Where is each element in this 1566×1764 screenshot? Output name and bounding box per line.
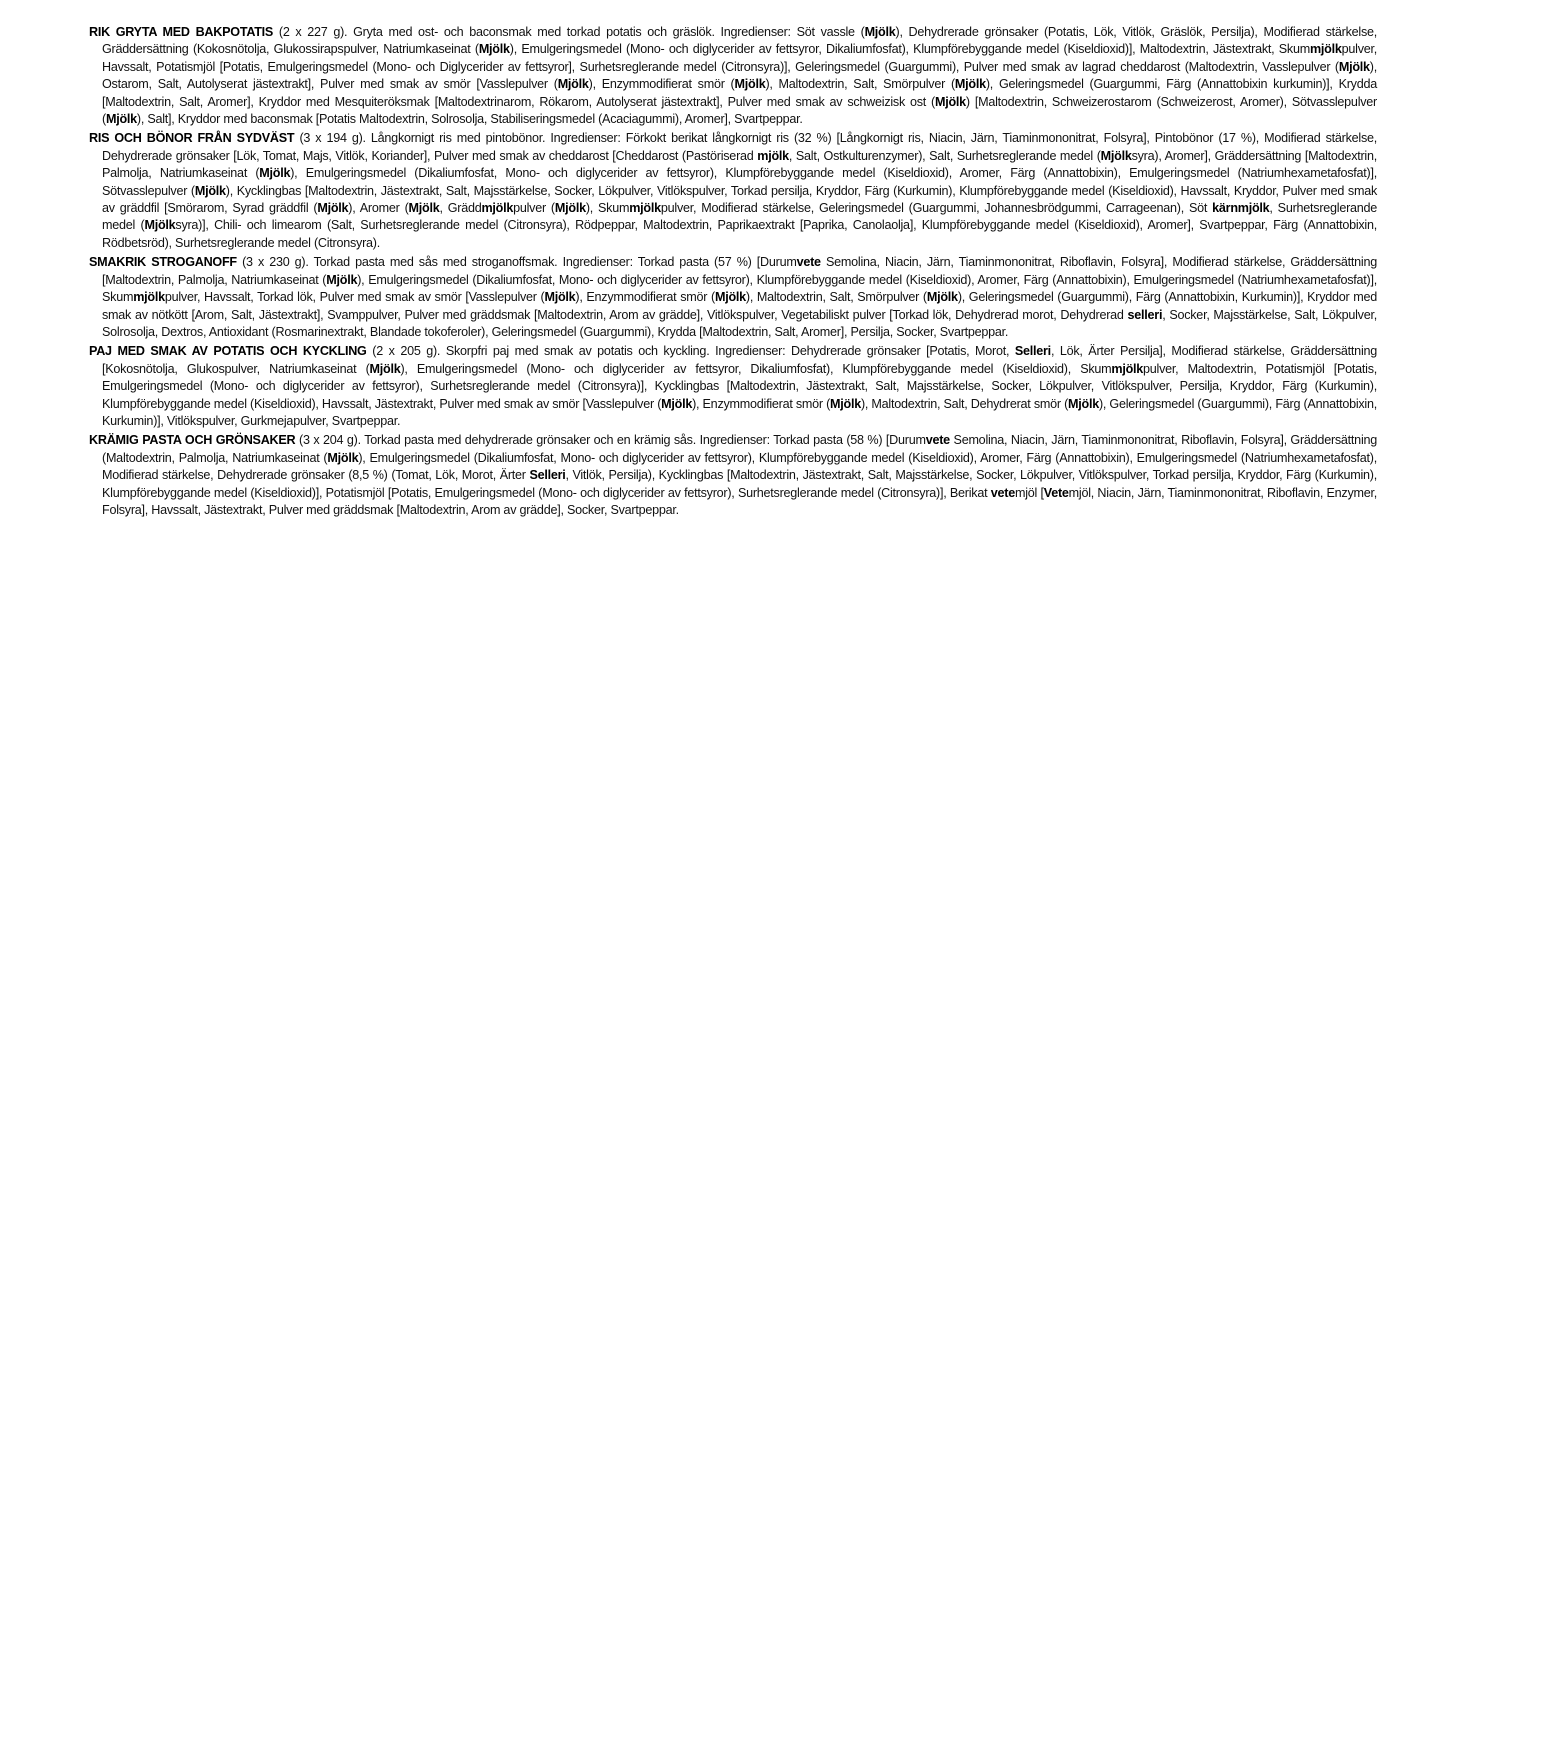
allergen-emphasis: Mjölk [327,450,359,465]
product-ingredients-paragraph [89,24,1377,128]
ingredients-text: mjöl, Niacin, Järn, Tiaminmononitrat, Riboflavin, Enzymer, Folsyra], Havssalt, Jästextrakt, Pulver med gräddsmak [Maltodextrin, Arom av grädde], Socker, Svartpeppar. [102,485,1377,517]
ingredients-text: ), Aromer ( [348,201,409,216]
product-name: RIK GRYTA MED BAKPOTATIS [89,25,274,39]
allergen-emphasis: Selleri [529,468,566,483]
product-ingredients-paragraph [89,254,1377,341]
ingredients-text: , Lök, Ärter Persilja], Modifierad stärkelse, Gräddersättning [Kokosnötolja, Glukospulver, Natriumkaseinat ( [102,344,1377,376]
ingredients-text: ), Emulgeringsmedel (Mono- och diglycerider av fettsyror, Dikaliumfosfat), Klumpförebyggande medel (Kiseldioxid), Skum [400,361,1112,376]
ingredients-text: ), Emulgeringsmedel (Dikaliumfosfat, Mono- och diglycerider av fettsyror), Klumpförebyggande medel (Kiseldioxid), Aromer, Färg (Annattobixin), Emulgeringsmedel (Natriumhexametafosfat), Modifierad stärkelse, Dehydrerade grönsaker (8,5 %) (Tomat, Lök, Morot, Ärter [102,450,1377,483]
ingredients-text: ), Enzymmodifierat smör ( [575,290,715,305]
ingredients-text: pulver, Maltodextrin, Potatismjöl [Potatis, Emulgeringsmedel (Mono- och diglycerider av fettsyror), Surhetsreglerande medel (Citronsyra)], Kycklingbas [Maltodextrin, Jästextrakt, Salt, Majsstärkelse, Socker, Lökpulver, Vitlökspulver, Persilja, Kryddor, Färg (Kurkumin), Klumpförebyggande medel (Kiseldioxid), Havssalt, Jästextrakt, Pulver med smak av smör [Vasslepulver ( [102,361,1377,411]
product-list [89,24,1377,519]
ingredients-text: Semolina, Niacin, Järn, Tiaminmononitrat, Riboflavin, Folsyra], Modifierad stärkelse, Gräddersättning [Maltodextrin, Palmolja, Natriumkaseinat ( [102,255,1377,287]
allergen-emphasis: Mjölk [554,201,586,216]
product-ingredients-paragraph [89,432,1377,519]
ingredients-text: Semolina, Niacin, Järn, Tiaminmononitrat, Riboflavin, Folsyra], Gräddersättning (Maltodextrin, Palmolja, Natriumkaseinat ( [102,433,1377,465]
allergen-emphasis: Mjölk [544,290,576,305]
allergen-emphasis: vete [796,255,821,270]
ingredients-text: , Grädd [439,201,482,216]
allergen-emphasis: mjölk [133,290,165,305]
allergen-emphasis: Mjölk [408,201,440,216]
allergen-emphasis: mjölk [1111,361,1144,376]
ingredients-text: ), Ostarom, Salt, Autolyserat jästextrakt], Pulver med smak av smör [Vasslepulver ( [102,59,1377,92]
product-name: PAJ MED SMAK AV POTATIS OCH KYCKLING [89,344,367,359]
ingredients-text: ), Geleringsmedel (Guargummi, Färg (Annattobixin kurkumin)], Krydda [Maltodextrin, Salt, Aromer], Kryddor med Mesquiteröksmak [Maltodextrinarom, Rökarom, Autolyserat jästextrakt], Pulver med smak av schweizisk ost ( [102,77,1377,109]
ingredients-text: (3 x 204 g). Torkad pasta med dehydrerade grönsaker och en krämig sås. Ingredienser: Torkad pasta (58 %) [Durum [295,433,926,448]
allergen-emphasis: selleri [1127,307,1163,322]
ingredients-text: ), Geleringsmedel (Guargummi), Färg (Annattobixin, Kurkumin)], Kryddor med smak av nötkött [Arom, Salt, Jästextrakt], Svamppulver, Pulver med gräddsmak [Maltodextrin, Arom av grädde], Vitlökspulver, Vegetabiliskt pulver [Torkad lök, Dehydrerad morot, Dehydrerad [102,290,1378,322]
ingredients-text: (2 x 227 g). Gryta med ost- och baconsmak med torkad potatis och gräslök. Ingredienser: Söt vassle ( [273,25,865,39]
ingredients-text: mjöl [ [1014,485,1044,500]
ingredients-text: pulver, Havssalt, Potatismjöl [Potatis, Emulgeringsmedel (Mono- och Diglycerider av fettsyror], Surhetsreglerande medel (Citronsyra)], Geleringsmedel (Guargummi), Pulver med smak av lagrad cheddarost (Maltodextrin, Vasslepulver ( [102,42,1377,74]
product-ingredients-paragraph [89,343,1377,430]
allergen-emphasis: Mjölk [326,272,358,287]
ingredients-text: syra), Aromer], Gräddersättning [Maltodextrin, Palmolja, Natriumkaseinat ( [102,148,1377,181]
ingredients-text: , Salt, Ostkulturenzymer), Salt, Surhetsreglerande medel ( [788,148,1101,163]
ingredients-text: ), Dehydrerade grönsaker (Potatis, Lök, Vitlök, Gräslök, Persilja), Modifierad stärkelse, Gräddersättning (Kokosnötolja, Glukossirapspulver, Natriumkaseinat ( [102,25,1377,57]
allergen-emphasis: Mjölk [259,166,291,181]
ingredients-text: ) [Maltodextrin, Schweizerostarom (Schweizerost, Aromer), Sötvasslepulver ( [102,94,1377,127]
ingredients-text: (3 x 230 g). Torkad pasta med sås med stroganoffsmak. Ingredienser: Torkad pasta (57 %) [Durum [236,255,797,270]
allergen-emphasis: Mjölk [934,94,966,109]
ingredients-text: ), Salt], Kryddor med baconsmak [Potatis Maltodextrin, Solrosolja, Stabiliseringsmedel (Acaciagummi), Aromer], Svartpeppar. [136,112,803,127]
allergen-emphasis: Selleri [1014,344,1051,359]
ingredients-text: ), Emulgeringsmedel (Dikaliumfosfat, Mono- och diglycerider av fettsyror), Klumpförebyggande medel (Kiseldioxid), Aromer, Färg (Annattobixin), Emulgeringsmedel (Natriumhexametafosfat)], Sötvasslepulver ( [102,166,1377,198]
ingredients-text: ), Kycklingbas [Maltodextrin, Jästextrakt, Salt, Majsstärkelse, Socker, Lökpulver, Vitlökspulver, Torkad persilja, Kryddor, Färg (Kurkumin), Klumpförebyggande medel (Kiseldioxid), Havssalt, Kryddor, Pulver med smak av gräddfil [Smörarom, Syrad gräddfil ( [102,183,1377,216]
ingredients-text: ), Maltodextrin, Salt, Smörpulver ( [745,290,927,305]
allergen-emphasis: vete [925,433,950,448]
allergen-emphasis: Mjölk [369,361,401,376]
ingredients-text: syra)], Chili- och limearom (Salt, Surhetsreglerande medel (Citronsyra), Rödpeppar, Maltodextrin, Paprikaextrakt [Paprika, Canolaolja], Klumpförebyggande medel (Kiseldioxid), Aromer], Svartpeppar, Färg (Annattobixin, Rödbetsröd), Surhetsreglerande medel (Citronsyra). [102,218,1377,250]
ingredients-text: ), Maltodextrin, Salt, Smörpulver ( [765,77,955,92]
ingredients-text: ), Emulgeringsmedel (Dikaliumfosfat, Mono- och diglycerider av fettsyror), Klumpförebyggande medel (Kiseldioxid), Aromer, Färg (Annattobixin), Emulgeringsmedel (Natriumhexametafosfat)], Skum [102,272,1377,305]
allergen-emphasis: Vete [1043,485,1069,500]
ingredients-text: pulver ( [513,201,555,216]
allergen-emphasis: mjölk [481,201,514,216]
allergen-emphasis: Mjölk [144,218,176,233]
allergen-emphasis: Mjölk [926,290,958,305]
allergen-emphasis: vete [990,485,1015,500]
allergen-emphasis: Mjölk [317,201,349,216]
allergen-emphasis: Mjölk [557,77,589,92]
product-ingredients-paragraph [89,130,1377,252]
allergen-emphasis: Mjölk [1068,396,1099,411]
allergen-emphasis: Mjölk [954,77,986,92]
ingredients-text: (3 x 194 g). Långkornigt ris med pintobönor. Ingredienser: Förkokt berikat långkornigt ris (32 %) [Långkornigt ris, Niacin, Järn, Tiaminmononitrat, Folsyra], Pintobönor (17 %), Modifierad stärkelse, Dehydrerade grönsaker [Lök, Tomat, Majs, Vitlök, Koriander], Pulver med smak av cheddarost [Cheddarost (Pastöriserad [102,131,1377,163]
ingredients-text: ), Emulgeringsmedel (Mono- och diglycerider av fettsyror, Dikaliumfosfat), Klumpförebyggande medel (Kiseldioxid)], Maltodextrin, Jästextrakt, Skum [509,42,1310,57]
allergen-emphasis: Mjölk [478,42,510,57]
ingredients-text: ), Skum [585,201,630,216]
allergen-emphasis: Mjölk [734,77,766,92]
allergen-emphasis: Mjölk [714,290,746,305]
allergen-emphasis: Mjölk [1338,59,1370,74]
allergen-emphasis: Mjölk [661,396,693,411]
ingredients-text: , Vitlök, Persilja), Kycklingbas [Maltodextrin, Jästextrakt, Salt, Majsstärkelse, Socker, Lökpulver, Vitlökspulver, Torkad persilja, Kryddor, Färg (Kurkumin), Klumpförebyggande medel (Kiseldioxid)], Potatismjöl [Potatis, Emulgeringsmedel (Mono- och diglycerider av fettsyror), Surhetsreglerande medel (Citronsyra)], Berikat [102,468,1377,500]
ingredients-text: ), Enzymmodifierat smör ( [588,77,735,92]
ingredients-text: ), Maltodextrin, Salt, Dehydrerat smör ( [860,396,1069,411]
ingredients-text: , Socker, Majsstärkelse, Salt, Lökpulver, Solrosolja, Dextros, Antioxidant (Rosmarinextrakt, Blandade tokoferoler), Geleringsmedel (Guargummi), Krydda [Maltodextrin, Salt, Aromer], Persilja, Socker, Svartpeppar. [102,307,1377,339]
allergen-emphasis: Mjölk [864,25,896,39]
ingredients-text: pulver, Havssalt, Torkad lök, Pulver med smak av smör [Vasslepulver ( [164,290,545,305]
product-name: KRÄMIG PASTA OCH GRÖNSAKER [89,433,296,448]
allergen-emphasis: Mjölk [194,183,226,198]
ingredients-text: , Surhetsreglerande medel ( [102,201,1378,233]
allergen-emphasis: Mjölk [830,396,861,411]
allergen-emphasis: mjölk [757,148,789,163]
allergen-emphasis: mjölk [1309,42,1342,57]
ingredients-text: ), Geleringsmedel (Guargummi), Färg (Annattobixin, Kurkumin)], Vitlökspulver, Gurkmejapulver, Svartpeppar. [102,396,1377,428]
ingredients-text: ), Enzymmodifierat smör ( [692,396,831,411]
product-name: RIS OCH BÖNOR FRÅN SYDVÄST [89,131,295,146]
allergen-emphasis: kärnmjölk [1212,201,1270,216]
allergen-emphasis: Mjölk [1100,148,1132,163]
ingredients-text: (2 x 205 g). Skorpfri paj med smak av potatis och kyckling. Ingredienser: Dehydrerade grönsaker [Potatis, Morot, [366,344,1015,359]
allergen-emphasis: mjölk [629,201,661,216]
product-name: SMAKRIK STROGANOFF [89,255,237,270]
ingredients-document [89,24,1377,521]
allergen-emphasis: Mjölk [105,112,137,127]
ingredients-text: pulver, Modifierad stärkelse, Geleringsmedel (Guargummi, Johannesbrödgummi, Carrageenan), Söt [660,201,1213,216]
